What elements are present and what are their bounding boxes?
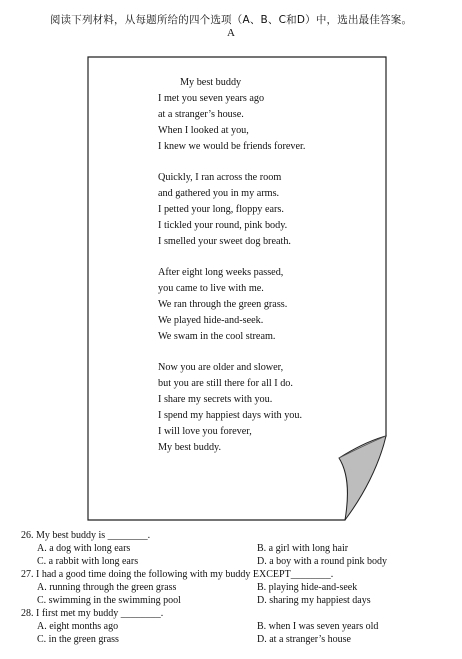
poem-line: Quickly, I ran across the room — [158, 172, 282, 183]
poem-line: at a stranger’s house. — [158, 109, 244, 120]
answer-option: A. running through the green grass — [37, 582, 177, 593]
poem-line: you came to live with me. — [158, 283, 264, 294]
answer-option: B. a girl with long hair — [257, 543, 349, 554]
answer-option: D. a boy with a round pink body — [257, 556, 387, 567]
answer-option: D. at a stranger’s house — [257, 634, 351, 645]
poem-line: We ran through the green grass. — [158, 299, 288, 310]
answer-option: B. when I was seven years old — [257, 621, 379, 632]
poem-line: My best buddy. — [158, 442, 222, 453]
answer-option: C. in the green grass — [37, 634, 119, 645]
poem-line: I petted your long, floppy ears. — [158, 204, 284, 215]
poem-line: I tickled your round, pink body. — [158, 220, 288, 231]
answer-option: D. sharing my happiest days — [257, 595, 371, 606]
question-stem: 28. I first met my buddy ________. — [21, 608, 164, 619]
poem-line: I will love you forever, — [158, 426, 252, 437]
answer-option: C. swimming in the swimming pool — [37, 595, 181, 606]
poem-line: I knew we would be friends forever. — [158, 141, 306, 152]
poem-line: We played hide-and-seek. — [158, 315, 264, 326]
poem-line: and gathered you in my arms. — [158, 188, 280, 199]
poem-line: After eight long weeks passed, — [158, 267, 284, 278]
poem-line: Now you are older and slower, — [158, 362, 284, 373]
poem-line: When I looked at you, — [158, 125, 249, 136]
question-stem: 27. I had a good time doing the following with my buddy EXCEPT________. — [21, 569, 334, 580]
poem-line: We swam in the cool stream. — [158, 331, 276, 342]
poem-line: but you are still there for all I do. — [158, 378, 293, 389]
answer-option: A. eight months ago — [37, 621, 119, 632]
poem-line: I spend my happiest days with you. — [158, 410, 303, 421]
instruction-text: 阅读下列材料，从每题所给的四个选项（A、B、C和D）中，选出最佳答案。 — [49, 14, 413, 26]
answer-option: C. a rabbit with long ears — [37, 556, 139, 567]
poem-line: I share my secrets with you. — [158, 394, 273, 405]
poem-line: I smelled your sweet dog breath. — [158, 236, 291, 247]
question-stem: 26. My best buddy is ________. — [21, 530, 151, 541]
poem-line: I met you seven years ago — [158, 93, 265, 104]
answer-option: A. a dog with long ears — [37, 543, 131, 554]
poem-title: My best buddy — [180, 77, 242, 88]
answer-option: B. playing hide-and-seek — [257, 582, 358, 593]
passage-letter: A — [227, 27, 235, 39]
